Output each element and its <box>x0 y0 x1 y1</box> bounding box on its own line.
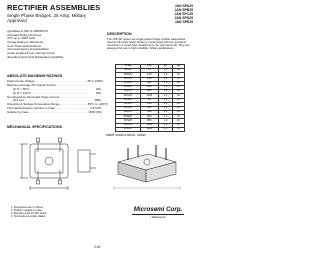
note-item: 1. Dimensions are in inches. <box>11 206 44 209</box>
feature-item: • Forward Rating 25 Amps <box>7 34 64 38</box>
table-row <box>116 127 185 131</box>
table-cell: 10 <box>172 90 184 94</box>
table-cell: 600 <box>140 85 159 89</box>
table-header: IR <box>172 65 184 69</box>
table-cell: SPM25 <box>116 115 141 119</box>
table-cell: 10 <box>172 127 184 131</box>
table-cell: 10 <box>172 73 184 77</box>
table-cell: 100 <box>140 73 159 77</box>
feature-item: • Case Isolated From Internal Circuit <box>7 52 64 56</box>
page-title: RECTIFIER ASSEMBLIES <box>7 3 101 12</box>
table-cell: SPE25 <box>116 85 141 89</box>
rating-value: 300A <box>88 99 101 103</box>
table-cell: 1.2 <box>159 98 173 102</box>
table-cell: 1.2 <box>159 127 173 131</box>
table-header: PIV <box>140 65 159 69</box>
table-cell: SPL25 <box>116 111 141 115</box>
table-cell: 1.2 <box>159 85 173 89</box>
table-cell: SPK25 <box>116 106 141 110</box>
table-cell: SPA25 <box>116 69 141 73</box>
table-cell: 1.2 <box>159 123 173 127</box>
note-item: 3. Mounting hole for #10 screw. <box>11 212 48 216</box>
table-cell: SPB25 <box>116 73 141 77</box>
mechanical-notes <box>11 206 47 218</box>
part-number: JAN SPC25 <box>174 12 193 17</box>
part-number: JAN SPD25 <box>174 16 193 21</box>
table-cell: 50 <box>140 98 159 102</box>
rating-value: 25A <box>88 88 101 92</box>
table-cell: SPF25 <box>116 90 141 94</box>
note-item: 2. Polarity marked on case. <box>11 209 43 213</box>
feature-item: • Low Thermal Resistance <box>7 45 64 49</box>
features-list <box>7 30 64 59</box>
company-tagline: / Watertown <box>150 215 166 219</box>
table-cell: 10 <box>172 85 184 89</box>
table-cell: 1.2 <box>159 77 173 81</box>
table-cell: 600 <box>140 115 159 119</box>
table-cell: 10 <box>172 69 184 73</box>
case-top-view <box>20 138 68 190</box>
rating-label: Isolation to Case ..... <box>7 111 88 115</box>
feature-item: • Hermetic Epoxy Encapsulation <box>7 48 64 52</box>
rating-label: Non-Repetitive Sinusoidal Surge Current ..... <box>7 96 88 100</box>
rating-label: Maximum Average DC Output Current ..... <box>7 84 88 88</box>
case-side-view <box>78 150 96 172</box>
table-cell: 800 <box>140 90 159 94</box>
table-cell: 10 <box>172 81 184 85</box>
table-cell: 1000 <box>140 123 159 127</box>
table-header: TYPE <box>116 65 141 69</box>
table-cell: 1.2 <box>159 81 173 85</box>
rating-row <box>7 111 101 115</box>
page-number: 2-40 <box>94 245 101 249</box>
table-cell: 10 <box>172 98 184 102</box>
rating-label: @ Tc = 100°C ..... <box>13 92 88 96</box>
figure-label: SPB25, SPD25 & SPF25 - SPM25 <box>106 134 146 137</box>
table-header: VF <box>159 65 173 69</box>
table-cell: 10 <box>172 123 184 127</box>
table-cell: 200 <box>140 77 159 81</box>
table-cell: SPN25 <box>116 119 141 123</box>
rating-label: @ Tc = 55°C ..... <box>13 88 88 92</box>
table-cell: 10 <box>172 111 184 115</box>
table-body <box>116 69 185 132</box>
rating-value: 15A <box>88 92 101 96</box>
table-cell: 10 <box>172 106 184 110</box>
table-cell: SPC25 <box>116 77 141 81</box>
ratings-heading: ABSOLUTE MAXIMUM RATINGS <box>7 74 63 78</box>
table-cell: SPG25 <box>116 94 141 98</box>
rating-value: 50 to 1000V <box>87 78 104 83</box>
table-cell: 10 <box>172 119 184 123</box>
electrical-table <box>115 64 185 132</box>
mechanical-drawing <box>8 132 192 212</box>
table-cell: SPJ25 <box>116 102 141 106</box>
rating-label: Thermal Resistance Junction to Case ..... <box>7 107 88 111</box>
part-number: JAN SPE25 <box>174 20 193 25</box>
table-cell: 1.2 <box>159 90 173 94</box>
table-cell: 1200 <box>140 127 159 131</box>
table-cell: 1000 <box>140 94 159 98</box>
rating-label: Peak Inverse Voltage ..... <box>7 80 87 84</box>
rating-value: 1.5°C/W <box>88 107 101 111</box>
table-cell: 1.2 <box>159 106 173 110</box>
company-name: Microsemi Corp. <box>133 206 183 213</box>
table-cell: 10 <box>172 115 184 119</box>
table-cell: 200 <box>140 106 159 110</box>
ratings-rows <box>7 78 109 115</box>
table-cell: 400 <box>140 81 159 85</box>
description-body: The JAN SP series are single phase bridge rectifier assemblies rated at 25 amps. Each device is constructed with four junctions mounted in a metal case isolated from the internal circuit. They are designed for use in high reliability military applications. <box>107 36 190 51</box>
table-cell: SPH25 <box>116 98 141 102</box>
rating-label: (8.3 ms) ..... <box>13 99 88 103</box>
table-cell: 1.2 <box>159 111 173 115</box>
table-cell: 100 <box>140 102 159 106</box>
part-number: JAN SPA25 <box>174 4 193 8</box>
feature-item: • PIV up to 1000 Volts <box>7 37 64 41</box>
rating-value: 2500 VDC <box>88 110 102 115</box>
table-cell: 1.2 <box>159 115 173 119</box>
company-logo <box>128 207 188 219</box>
table-cell: 10 <box>172 77 184 81</box>
table-cell: 1.2 <box>159 94 173 98</box>
rating-label: Operating & Storage Temperature Range ..... <box>7 103 86 107</box>
table-cell: 10 <box>172 102 184 106</box>
note-item: 4. Terminals are solder plated. <box>11 215 46 219</box>
case-pictorial-view <box>118 145 176 182</box>
table-cell: 400 <box>140 111 159 115</box>
ratings-section <box>7 74 109 115</box>
feature-item: • Excellent Heat Sink Dissipation Capability <box>7 56 64 60</box>
table-cell: SPD25 <box>116 81 141 85</box>
table-cell: 800 <box>140 119 159 123</box>
table-cell: 50 <box>140 69 159 73</box>
table-cell: 1.2 <box>159 119 173 123</box>
table-cell: 10 <box>172 94 184 98</box>
dimension-lines <box>114 186 180 190</box>
table-cell: 1.2 <box>159 73 173 77</box>
table-cell: 1.2 <box>159 102 173 106</box>
table-cell: SPR25 <box>116 127 141 131</box>
mechanical-heading: MECHANICAL SPECIFICATIONS <box>7 125 62 129</box>
rating-value: -65°C to +150°C <box>86 102 109 107</box>
part-number-list <box>175 4 193 24</box>
feature-item: • Surge Rating to 300 Amps <box>7 41 64 45</box>
part-number: JAN SPB25 <box>174 8 193 13</box>
feature-item: • Qualified to MIL-S-19500/XXX <box>7 30 64 34</box>
description-heading: DESCRIPTION <box>107 32 132 36</box>
table-cell: 1.2 <box>159 69 173 73</box>
table-cell: SPP25 <box>116 123 141 127</box>
page-subtitle: Single Phase Bridges, 25 Amp, Military Approved <box>7 12 87 23</box>
